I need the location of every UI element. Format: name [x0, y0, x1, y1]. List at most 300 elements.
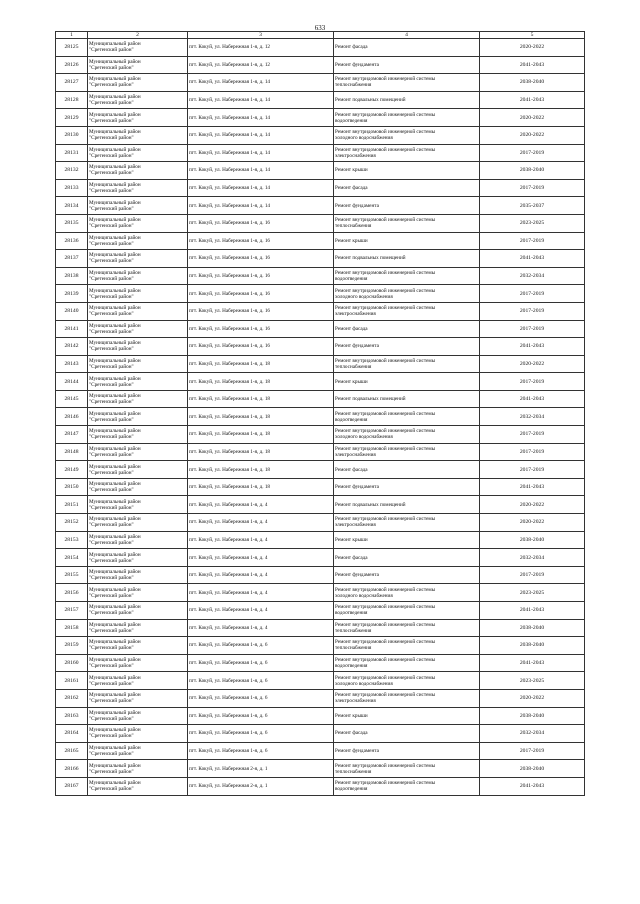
row-number-cell: 28133	[56, 179, 88, 197]
municipality-cell	[88, 461, 188, 479]
period-cell: 2035-2037	[480, 197, 585, 215]
work-type-line: теплоснабжения	[335, 223, 372, 230]
work-type-line: теплоснабжения	[335, 627, 372, 634]
table-row	[56, 777, 585, 795]
municipality-cell	[88, 672, 188, 690]
table-row	[56, 496, 585, 514]
work-type-line: электроснабжения	[335, 522, 376, 529]
municipality-line: Муниципальный район	[89, 94, 141, 101]
municipality-cell	[88, 478, 188, 496]
municipality-line: Муниципальный район	[89, 745, 141, 752]
period-cell: 2017-2019	[480, 320, 585, 338]
work-type-line: Ремонт внутридомовой инженерной системы	[335, 604, 436, 611]
work-type-line: Ремонт подвальных помещений	[335, 396, 406, 403]
municipality-line: "Сретенский район"	[89, 381, 134, 388]
address-cell: пгт. Кокуй, ул. Набережная 1-я, д. 18	[188, 478, 334, 496]
municipality-line: Муниципальный район	[89, 41, 141, 48]
work-type-cell	[334, 619, 480, 637]
row-number-cell: 28132	[56, 162, 88, 180]
table-row	[56, 162, 585, 180]
work-type-line: Ремонт внутридомовой инженерной системы	[335, 692, 436, 699]
address-cell: пгт. Кокуй, ул. Набережная 1-я, д. 18	[188, 390, 334, 408]
work-type-cell	[334, 760, 480, 778]
period-cell: 2038-2040	[480, 707, 585, 725]
period-cell: 2020-2022	[480, 126, 585, 144]
municipality-cell	[88, 584, 188, 602]
table-row	[56, 320, 585, 338]
municipality-cell	[88, 742, 188, 760]
period-cell: 2041-2043	[480, 777, 585, 795]
municipality-line: "Сретенский район"	[89, 698, 134, 705]
municipality-cell	[88, 443, 188, 461]
municipality-cell	[88, 144, 188, 162]
work-type-line: Ремонт фасада	[335, 730, 368, 737]
table-row	[56, 302, 585, 320]
row-number-cell: 28157	[56, 602, 88, 620]
municipality-line: "Сретенский район"	[89, 663, 134, 670]
municipality-line: Муниципальный район	[89, 428, 141, 435]
work-type-line: Ремонт внутридомовой инженерной системы	[335, 76, 436, 83]
work-type-cell	[334, 162, 480, 180]
period-cell: 2032-2034	[480, 408, 585, 426]
work-type-cell	[334, 74, 480, 92]
work-type-cell	[334, 584, 480, 602]
work-type-cell	[334, 109, 480, 127]
table-row	[56, 126, 585, 144]
period-cell: 2041-2043	[480, 338, 585, 356]
municipality-line: "Сретенский район"	[89, 117, 134, 124]
period-cell: 2017-2019	[480, 302, 585, 320]
row-number-cell: 28138	[56, 267, 88, 285]
municipality-cell	[88, 777, 188, 795]
address-cell: пгт. Кокуй, ул. Набережная 1-я, д. 14	[188, 197, 334, 215]
municipality-cell	[88, 179, 188, 197]
work-type-line: водоотведения	[335, 786, 368, 793]
address-cell: пгт. Кокуй, ул. Набережная 1-я, д. 16	[188, 285, 334, 303]
work-type-line: Ремонт крыши	[335, 712, 368, 719]
table-row	[56, 232, 585, 250]
municipality-line: Муниципальный район	[89, 217, 141, 224]
municipality-line: "Сретенский район"	[89, 100, 134, 107]
municipality-line: Муниципальный район	[89, 463, 141, 470]
work-type-line: Ремонт фасада	[335, 44, 368, 51]
municipality-line: "Сретенский район"	[89, 592, 134, 599]
municipality-cell	[88, 320, 188, 338]
municipality-line: "Сретенский район"	[89, 135, 134, 142]
address-cell: пгт. Кокуй, ул. Набережная 1-я, д. 4	[188, 619, 334, 637]
work-type-line: Ремонт внутридомовой инженерной системы	[335, 305, 436, 312]
work-type-line: теплоснабжения	[335, 363, 372, 370]
address-cell: пгт. Кокуй, ул. Набережная 1-я, д. 14	[188, 126, 334, 144]
period-cell: 2038-2040	[480, 637, 585, 655]
work-type-line: холодного водоснабжения	[335, 434, 393, 441]
period-cell: 2038-2040	[480, 162, 585, 180]
table-row	[56, 267, 585, 285]
table-row	[56, 602, 585, 620]
work-type-line: электроснабжения	[335, 451, 376, 458]
municipality-cell	[88, 496, 188, 514]
municipality-cell	[88, 197, 188, 215]
municipality-line: Муниципальный район	[89, 709, 141, 716]
municipality-line: Муниципальный район	[89, 657, 141, 664]
work-type-cell	[334, 320, 480, 338]
work-type-line: Ремонт внутридомовой инженерной системы	[335, 428, 436, 435]
work-type-line: теплоснабжения	[335, 82, 372, 89]
municipality-line: "Сретенский район"	[89, 64, 134, 71]
municipality-cell	[88, 390, 188, 408]
row-number-cell: 28146	[56, 408, 88, 426]
work-type-line: Ремонт фасада	[335, 466, 368, 473]
work-type-line: Ремонт крыши	[335, 378, 368, 385]
table-row	[56, 707, 585, 725]
header-row	[56, 32, 585, 39]
work-type-cell	[334, 742, 480, 760]
row-number-cell: 28152	[56, 514, 88, 532]
row-number-cell: 28164	[56, 725, 88, 743]
period-cell: 2020-2022	[480, 514, 585, 532]
row-number-cell: 28155	[56, 566, 88, 584]
work-type-line: Ремонт внутридомовой инженерной системы	[335, 586, 436, 593]
work-type-cell	[334, 777, 480, 795]
municipality-line: Муниципальный район	[89, 305, 141, 312]
table-row	[56, 549, 585, 567]
table-row	[56, 566, 585, 584]
row-number-cell: 28150	[56, 478, 88, 496]
municipality-line: "Сретенский район"	[89, 522, 134, 529]
municipality-line: Муниципальный район	[89, 182, 141, 189]
municipality-cell	[88, 338, 188, 356]
work-type-line: Ремонт фасада	[335, 185, 368, 192]
municipality-line: Муниципальный район	[89, 692, 141, 699]
work-type-cell	[334, 408, 480, 426]
municipality-line: "Сретенский район"	[89, 751, 134, 758]
municipality-line: Муниципальный район	[89, 111, 141, 118]
work-type-cell	[334, 56, 480, 74]
municipality-line: "Сретенский район"	[89, 768, 134, 775]
work-type-cell	[334, 707, 480, 725]
work-type-line: Ремонт фасада	[335, 554, 368, 561]
period-cell: 2032-2034	[480, 549, 585, 567]
work-type-line: электроснабжения	[335, 311, 376, 318]
work-type-line: Ремонт фасада	[335, 325, 368, 332]
address-cell: пгт. Кокуй, ул. Набережная 1-я, д. 4	[188, 514, 334, 532]
municipality-line: Муниципальный район	[89, 604, 141, 611]
row-number-cell: 28129	[56, 109, 88, 127]
work-type-line: холодного водоснабжения	[335, 680, 393, 687]
table-row	[56, 373, 585, 391]
municipality-line: "Сретенский район"	[89, 170, 134, 177]
table-row	[56, 91, 585, 109]
row-number-cell: 28161	[56, 672, 88, 690]
table-row	[56, 672, 585, 690]
table-row	[56, 637, 585, 655]
table-row	[56, 214, 585, 232]
municipality-line: Муниципальный район	[89, 164, 141, 171]
work-type-cell	[334, 602, 480, 620]
address-cell: пгт. Кокуй, ул. Набережная 1-я, д. 18	[188, 373, 334, 391]
municipality-line: Муниципальный район	[89, 410, 141, 417]
table-row	[56, 338, 585, 356]
work-type-line: водоотведения	[335, 416, 368, 423]
work-type-cell	[334, 144, 480, 162]
address-cell: пгт. Кокуй, ул. Набережная 1-я, д. 6	[188, 742, 334, 760]
municipality-cell	[88, 760, 188, 778]
municipality-line: "Сретенский район"	[89, 645, 134, 652]
address-cell: пгт. Кокуй, ул. Набережная 1-я, д. 4	[188, 602, 334, 620]
table-row	[56, 285, 585, 303]
address-cell: пгт. Кокуй, ул. Набережная 1-я, д. 14	[188, 91, 334, 109]
work-type-line: электроснабжения	[335, 698, 376, 705]
address-cell: пгт. Кокуй, ул. Набережная 2-я, д. 1	[188, 760, 334, 778]
work-type-line: теплоснабжения	[335, 645, 372, 652]
municipality-line: Муниципальный район	[89, 727, 141, 734]
period-cell: 2041-2043	[480, 478, 585, 496]
work-type-cell	[334, 478, 480, 496]
work-type-line: Ремонт внутридомовой инженерной системы	[335, 445, 436, 452]
municipality-cell	[88, 689, 188, 707]
municipality-line: Муниципальный район	[89, 533, 141, 540]
work-type-line: Ремонт внутридомовой инженерной системы	[335, 111, 436, 118]
address-cell: пгт. Кокуй, ул. Набережная 1-я, д. 12	[188, 56, 334, 74]
row-number-cell: 28140	[56, 302, 88, 320]
municipality-line: "Сретенский район"	[89, 434, 134, 441]
work-type-line: Ремонт внутридомовой инженерной системы	[335, 357, 436, 364]
address-cell: пгт. Кокуй, ул. Набережная 1-я, д. 16	[188, 338, 334, 356]
municipality-line: "Сретенский район"	[89, 786, 134, 793]
row-number-cell: 28143	[56, 355, 88, 373]
period-cell: 2041-2043	[480, 654, 585, 672]
work-type-line: Ремонт внутридомовой инженерной системы	[335, 287, 436, 294]
municipality-line: Муниципальный район	[89, 586, 141, 593]
work-type-cell	[334, 461, 480, 479]
work-type-cell	[334, 725, 480, 743]
municipality-line: "Сретенский район"	[89, 627, 134, 634]
row-number-cell: 28167	[56, 777, 88, 795]
municipality-line: "Сретенский район"	[89, 733, 134, 740]
work-type-line: Ремонт фундамента	[335, 202, 379, 209]
work-type-cell	[334, 302, 480, 320]
work-type-line: Ремонт фундамента	[335, 484, 379, 491]
table-row	[56, 725, 585, 743]
table-body	[56, 39, 585, 796]
work-type-cell	[334, 390, 480, 408]
table-row	[56, 109, 585, 127]
period-cell: 2041-2043	[480, 602, 585, 620]
municipality-line: "Сретенский район"	[89, 539, 134, 546]
period-cell: 2017-2019	[480, 426, 585, 444]
register-table	[55, 31, 585, 796]
period-cell: 2041-2043	[480, 390, 585, 408]
address-cell: пгт. Кокуй, ул. Набережная 1-я, д. 4	[188, 531, 334, 549]
municipality-line: Муниципальный район	[89, 340, 141, 347]
row-number-cell: 28135	[56, 214, 88, 232]
work-type-cell	[334, 689, 480, 707]
municipality-line: Муниципальный район	[89, 639, 141, 646]
municipality-line: "Сретенский район"	[89, 416, 134, 423]
table-row	[56, 144, 585, 162]
work-type-line: Ремонт внутридомовой инженерной системы	[335, 657, 436, 664]
municipality-line: Муниципальный район	[89, 780, 141, 787]
table-row	[56, 478, 585, 496]
municipality-line: "Сретенский район"	[89, 557, 134, 564]
work-type-line: Ремонт фундамента	[335, 343, 379, 350]
period-cell: 2038-2040	[480, 531, 585, 549]
municipality-line: "Сретенский район"	[89, 293, 134, 300]
row-number-cell: 28154	[56, 549, 88, 567]
period-cell: 2038-2040	[480, 74, 585, 92]
row-number-cell: 28151	[56, 496, 88, 514]
row-number-cell: 28142	[56, 338, 88, 356]
column-header: 2	[88, 32, 188, 39]
municipality-line: "Сретенский район"	[89, 205, 134, 212]
municipality-cell	[88, 162, 188, 180]
work-type-line: Ремонт внутридомовой инженерной системы	[335, 146, 436, 153]
period-cell: 2038-2040	[480, 760, 585, 778]
municipality-cell	[88, 531, 188, 549]
municipality-cell	[88, 725, 188, 743]
row-number-cell: 28153	[56, 531, 88, 549]
municipality-line: Муниципальный район	[89, 234, 141, 241]
address-cell: пгт. Кокуй, ул. Набережная 1-я, д. 4	[188, 496, 334, 514]
period-cell: 2038-2040	[480, 619, 585, 637]
municipality-line: "Сретенский район"	[89, 399, 134, 406]
municipality-line: Муниципальный район	[89, 322, 141, 329]
row-number-cell: 28131	[56, 144, 88, 162]
municipality-line: "Сретенский район"	[89, 451, 134, 458]
municipality-line: Муниципальный район	[89, 762, 141, 769]
work-type-cell	[334, 373, 480, 391]
period-cell: 2041-2043	[480, 56, 585, 74]
address-cell: пгт. Кокуй, ул. Набережная 1-я, д. 4	[188, 584, 334, 602]
table-row	[56, 531, 585, 549]
work-type-line: Ремонт внутридомовой инженерной системы	[335, 780, 436, 787]
address-cell: пгт. Кокуй, ул. Набережная 1-я, д. 14	[188, 74, 334, 92]
work-type-line: Ремонт внутридомовой инженерной системы	[335, 217, 436, 224]
period-cell: 2017-2019	[480, 443, 585, 461]
period-cell: 2020-2022	[480, 109, 585, 127]
work-type-cell	[334, 531, 480, 549]
work-type-cell	[334, 566, 480, 584]
work-type-cell	[334, 514, 480, 532]
work-type-line: холодного водоснабжения	[335, 293, 393, 300]
work-type-line: Ремонт фундамента	[335, 61, 379, 68]
municipality-line: Муниципальный район	[89, 516, 141, 523]
municipality-cell	[88, 39, 188, 57]
period-cell: 2041-2043	[480, 91, 585, 109]
address-cell: пгт. Кокуй, ул. Набережная 1-я, д. 16	[188, 320, 334, 338]
municipality-line: Муниципальный район	[89, 375, 141, 382]
table-row	[56, 584, 585, 602]
municipality-cell	[88, 355, 188, 373]
municipality-line: "Сретенский район"	[89, 715, 134, 722]
municipality-line: "Сретенский район"	[89, 363, 134, 370]
municipality-line: "Сретенский район"	[89, 575, 134, 582]
municipality-cell	[88, 74, 188, 92]
table-row	[56, 250, 585, 268]
address-cell: пгт. Кокуй, ул. Набережная 1-я, д. 18	[188, 426, 334, 444]
work-type-line: Ремонт крыши	[335, 237, 368, 244]
municipality-line: "Сретенский район"	[89, 258, 134, 265]
address-cell: пгт. Кокуй, ул. Набережная 1-я, д. 16	[188, 250, 334, 268]
work-type-line: Ремонт внутридомовой инженерной системы	[335, 674, 436, 681]
municipality-line: "Сретенский район"	[89, 487, 134, 494]
period-cell: 2017-2019	[480, 461, 585, 479]
municipality-line: Муниципальный район	[89, 498, 141, 505]
period-cell: 2017-2019	[480, 144, 585, 162]
work-type-line: водоотведения	[335, 663, 368, 670]
work-type-line: водоотведения	[335, 610, 368, 617]
address-cell: пгт. Кокуй, ул. Набережная 1-я, д. 18	[188, 443, 334, 461]
municipality-cell	[88, 267, 188, 285]
table-row	[56, 654, 585, 672]
column-header: 3	[188, 32, 334, 39]
work-type-cell	[334, 267, 480, 285]
municipality-line: "Сретенский район"	[89, 276, 134, 283]
municipality-line: "Сретенский район"	[89, 223, 134, 230]
period-cell: 2017-2019	[480, 566, 585, 584]
work-type-line: Ремонт внутридомовой инженерной системы	[335, 516, 436, 523]
municipality-line: "Сретенский район"	[89, 240, 134, 247]
address-cell: пгт. Кокуй, ул. Набережная 1-я, д. 16	[188, 267, 334, 285]
row-number-cell: 28149	[56, 461, 88, 479]
municipality-line: Муниципальный район	[89, 551, 141, 558]
table-row	[56, 74, 585, 92]
address-cell: пгт. Кокуй, ул. Набережная 1-я, д. 18	[188, 355, 334, 373]
row-number-cell: 28147	[56, 426, 88, 444]
period-cell: 2023-2025	[480, 214, 585, 232]
municipality-cell	[88, 214, 188, 232]
work-type-line: Ремонт крыши	[335, 536, 368, 543]
period-cell: 2017-2019	[480, 285, 585, 303]
period-cell: 2032-2034	[480, 725, 585, 743]
work-type-line: Ремонт фундамента	[335, 572, 379, 579]
municipality-line: "Сретенский район"	[89, 82, 134, 89]
municipality-cell	[88, 373, 188, 391]
row-number-cell: 28126	[56, 56, 88, 74]
work-type-line: Ремонт подвальных помещений	[335, 501, 406, 508]
row-number-cell: 28136	[56, 232, 88, 250]
row-number-cell: 28162	[56, 689, 88, 707]
work-type-cell	[334, 91, 480, 109]
row-number-cell: 28158	[56, 619, 88, 637]
work-type-cell	[334, 549, 480, 567]
address-cell: пгт. Кокуй, ул. Набережная 1-я, д. 6	[188, 725, 334, 743]
municipality-line: "Сретенский район"	[89, 311, 134, 318]
period-cell: 2041-2043	[480, 250, 585, 268]
table-row	[56, 742, 585, 760]
municipality-line: Муниципальный район	[89, 621, 141, 628]
table-row	[56, 619, 585, 637]
row-number-cell: 28145	[56, 390, 88, 408]
municipality-line: "Сретенский район"	[89, 346, 134, 353]
address-cell: пгт. Кокуй, ул. Набережная 1-я, д. 16	[188, 232, 334, 250]
municipality-cell	[88, 549, 188, 567]
row-number-cell: 28163	[56, 707, 88, 725]
work-type-cell	[334, 39, 480, 57]
address-cell: пгт. Кокуй, ул. Набережная 1-я, д. 6	[188, 654, 334, 672]
work-type-cell	[334, 126, 480, 144]
table-row	[56, 426, 585, 444]
work-type-cell	[334, 197, 480, 215]
work-type-line: Ремонт фундамента	[335, 748, 379, 755]
row-number-cell: 28144	[56, 373, 88, 391]
work-type-line: водоотведения	[335, 117, 368, 124]
municipality-line: Муниципальный район	[89, 199, 141, 206]
work-type-line: теплоснабжения	[335, 768, 372, 775]
address-cell: пгт. Кокуй, ул. Набережная 1-я, д. 6	[188, 707, 334, 725]
municipality-line: "Сретенский район"	[89, 152, 134, 159]
municipality-cell	[88, 707, 188, 725]
